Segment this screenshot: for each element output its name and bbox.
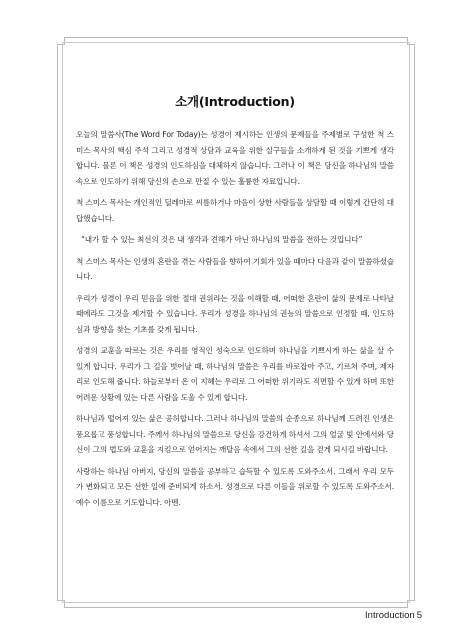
footer-section-name: Introduction [365,610,415,621]
paragraph: 하나님과 떨어져 있는 삶은 공허합니다. 그러나 하나님의 말씀의 순종으로 하나님께 드려진 인생은 풍요롭고 풍성합니다. 주께서 하나님의 말씀으로 당신을 강건하게 하셔서 그의 얼굴 빛 안에서와 당신이 그의 법도와 교훈을 지킴으로 얻어지는 깨달음 속에서 그의 선한 길을 걷게 되시길 바랍니다. [76,414,394,454]
paragraph: 척 스미스 목사는 인생의 혼란을 겪는 사람들을 향하여 기회가 있을 때마다 다음과 같이 말씀하셨습니다. [76,256,394,281]
paragraph: 성경의 교훈을 따르는 것은 우리를 영적인 성숙으로 인도하며 하나님을 기쁘시게 하는 삶을 살 수 있게 합니다. 우리가 그 길을 벗어날 때, 하나님의 말씀은 우리를 바로잡아 주고, 기르쳐 주며, 제자리로 인도해 줍니다. 하늘로부터 온 이 지혜는 우리로 그 어떠한 위기라도 직면할 수 있게 하며 또한 어려운 상황에 있는 다른 사람을 도울 수 있게 합니다. [76,346,394,402]
paragraph: 오늘의 말씀사(The Word For Today)는 성경이 제시하는 인생의 문제들을 주제별로 구성한 척 스미스 목사의 핵심 주석 그리고 성경적 상담과 교육을 위한 실구들을 소개하게 된 것을 기쁘게 생각합니다. 물론 이 책은 성경의 인도하심을 대체하지 않습니다. 그러나 이 책은 당신을 하나님의 말씀 속으로 인도하기 위해 당신의 손으로 만질 수 있는 훌륭한 자료입니다. [76,130,394,186]
page-number: 5 [416,610,422,621]
quote: “내가 할 수 있는 최선의 것은 내 생각과 견해가 아닌 하나님의 말씀을 전하는 것입니다” [81,235,363,244]
page-footer [365,610,422,621]
page-content [76,92,394,516]
paragraph: 우리가 성경이 우리 믿음을 위한 절대 권위라는 것을 이해할 때, 어떠한 혼란이 삶의 문제로 나타날 때에라도 그것을 제거할 수 있습니다. 우리가 성경을 하나님의 권능의 말씀으로 인정할 때, 인도하심과 방향을 찾는 기초를 갖게 됩니다. [76,293,394,334]
page-title: 소개(Introduction) [175,94,295,109]
paragraph: 척 스미스 목사는 개인적인 딜레마로 씨름하거나 마음이 상한 사람들을 상담할 때 이렇게 간단히 대답했습니다. [76,198,394,223]
paragraph: 사랑하는 하나님 아버지, 당신의 말씀을 공부하고 습득할 수 있도록 도와주소서. 그래서 우리 모두가 변화되고 모든 선한 일에 준비되게 하소서. 성경으로 다른 이들을 위로할 수 있도록 도와주소서. 예수 이름으로 기도합니다. 아멘. [76,466,394,507]
